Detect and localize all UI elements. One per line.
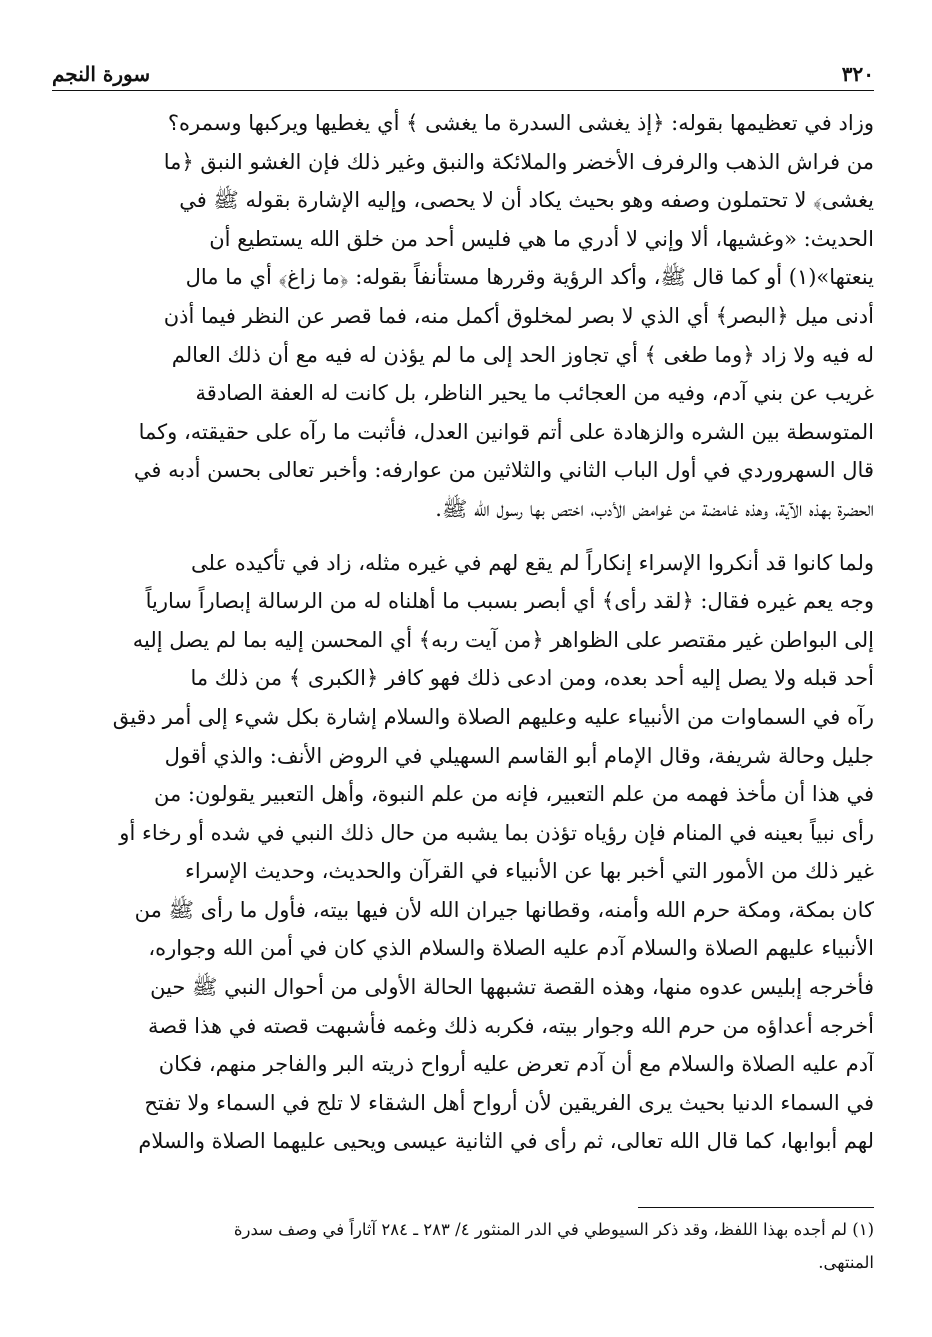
- text-line: جليل وحالة شريفة، وقال الإمام أبو القاسم السهيلي في الروض الأنف: والذي أقول: [164, 743, 874, 768]
- text-line: ولما كانوا قد أنكروا الإسراء إنكاراً لم يقع لهم في غيره مثله، زاد في تأكيده على: [191, 550, 874, 575]
- text-line: المتوسطة بين الشره والزهادة على أتم قوانين العدل، فأثبت ما رآه على حقيقته، وكما: [138, 419, 874, 444]
- text-line: الأنبياء عليهم الصلاة والسلام آدم عليه الصلاة والسلام الذي كان في أمن الله وجواره،: [148, 936, 874, 961]
- surah-title: سورة النجم: [52, 62, 151, 86]
- footnote-divider: [638, 1207, 874, 1208]
- text-line: يغشى﴾ لا تحتملون وصفه وهو بحيث يكاد أن لا يحصى، وإليه الإشارة بقوله ﷺ في: [179, 188, 874, 213]
- text-line: له فيه ولا زاد ﴿وما طغى ﴾ أي تجاوز الحد إلى ما لم يؤذن له فيه مع أن ذلك العالم: [171, 342, 874, 367]
- footnote: [72, 1213, 874, 1279]
- text-line: ينعتها»(١) أو كما قال ﷺ، وأكد الرؤية وقررها مستأنفاً بقوله: ﴿ما زاغ﴾ أي ما مال: [185, 265, 874, 290]
- text-line: أدنى ميل ﴿البصر﴾ أي الذي لا بصر لمخلوق أكمل منه، فما قصر عن النظر فيما أذن: [163, 303, 874, 328]
- text-line: غريب عن بني آدم، وفيه من العجائب ما يحير الناظر، بل كانت له العفة الصادقة: [195, 381, 874, 406]
- paragraph-2: [72, 544, 874, 1162]
- text-line: لهم أبوابها، كما قال الله تعالى، ثم رأى في الثانية عيسى ويحيى عليهما الصلاة والسلام: [138, 1129, 874, 1154]
- text-line: غير ذلك من الأمور التي أخبر بها عن الأنبياء في القرآن والحديث، وحديث الإسراء: [184, 859, 874, 884]
- text-line: في هذا أن مأخذ فهمه من علم التعبير، فإنه من علم النبوة، وأهل التعبير يقولون: من: [153, 782, 874, 807]
- text-line: رآه في السماوات من الأنبياء عليه وعليهم الصلاة والسلام إشارة بكل شيء إلى أمر دقيق: [112, 704, 874, 729]
- footnote-line: (١) لم أجده بهذا اللفظ، وقد ذكر السيوطي في الدر المنثور ٤/ ٢٨٣ ـ ٢٨٤ آثاراً في وصف سدرة: [233, 1220, 874, 1239]
- text-line: الحضرة بهذه الآية، وهذه غامضة من غوامض الأدب، اختص بها رسول الله ﷺ.: [435, 496, 874, 521]
- text-line: آدم عليه الصلاة والسلام مع أن آدم تعرض عليه أرواح ذريته البر والفاجر منهم، فكان: [158, 1052, 874, 1077]
- text-line: وجه يعم غيره فقال: ﴿لقد رأى﴾ أي أبصر بسبب ما أهلناه له من الرسالة إبصاراً سارياً: [145, 589, 874, 614]
- text-line: رأى نبياً بعينه في المنام فإن رؤياه تؤذن بما يشبه من حال ذلك النبي في شده أو رخاء أو: [119, 820, 874, 845]
- footnote-line: المنتهى.: [818, 1253, 874, 1272]
- text-line: من فراش الذهب والرفرف الأخضر والملائكة والنبق وغير ذلك فإن الغشو النبق ﴿ما: [163, 149, 874, 174]
- page-number: ٣٢٠: [841, 62, 874, 86]
- text-line: قال السهروردي في أول الباب الثاني والثلاثين من عوارفه: وأخبر تعالى بحسن أدبه في: [133, 458, 874, 483]
- page-header: [52, 56, 874, 91]
- text-line: كان بمكة، ومكة حرم الله وأمنه، وقطانها جيران الله لأن فيها بيته، فأول ما رأى ﷺ من: [134, 897, 874, 922]
- paragraph-1: [72, 104, 874, 529]
- text-line: وزاد في تعظيمها بقوله: ﴿إذ يغشى السدرة ما يغشى ﴾ أي يغطيها ويركبها وسمره؟: [167, 111, 874, 135]
- text-line: أخرجه أعداؤه من حرم الله وجوار بيته، فكربه ذلك وغمه فأشبهت قصته في هذا قصة: [147, 1013, 874, 1038]
- text-line: إلى البواطن غير مقتصر على الظواهر ﴿من آيت ربه﴾ أي المحسن إليه بما لم يصل إليه: [132, 627, 874, 652]
- main-text: [72, 104, 874, 1161]
- text-line: في السماء الدنيا بحيث يرى الفريقين لأن أرواح أهل الشقاء لا تلج في السماء ولا تفتح: [144, 1090, 874, 1115]
- text-line: الحديث: «وغشيها، ألا وإني لا أدري ما هي فليس أحد من خلق الله يستطيع أن: [209, 226, 874, 251]
- text-line: أحد قبله ولا يصل إليه أحد بعده، ومن ادعى ذلك فهو كافر ﴿الكبرى ﴾ من ذلك ما: [190, 666, 874, 691]
- text-line: فأخرجه إبليس عدوه منها، وهذه القصة تشبهها الحالة الأولى من أحوال النبي ﷺ حين: [150, 975, 874, 1000]
